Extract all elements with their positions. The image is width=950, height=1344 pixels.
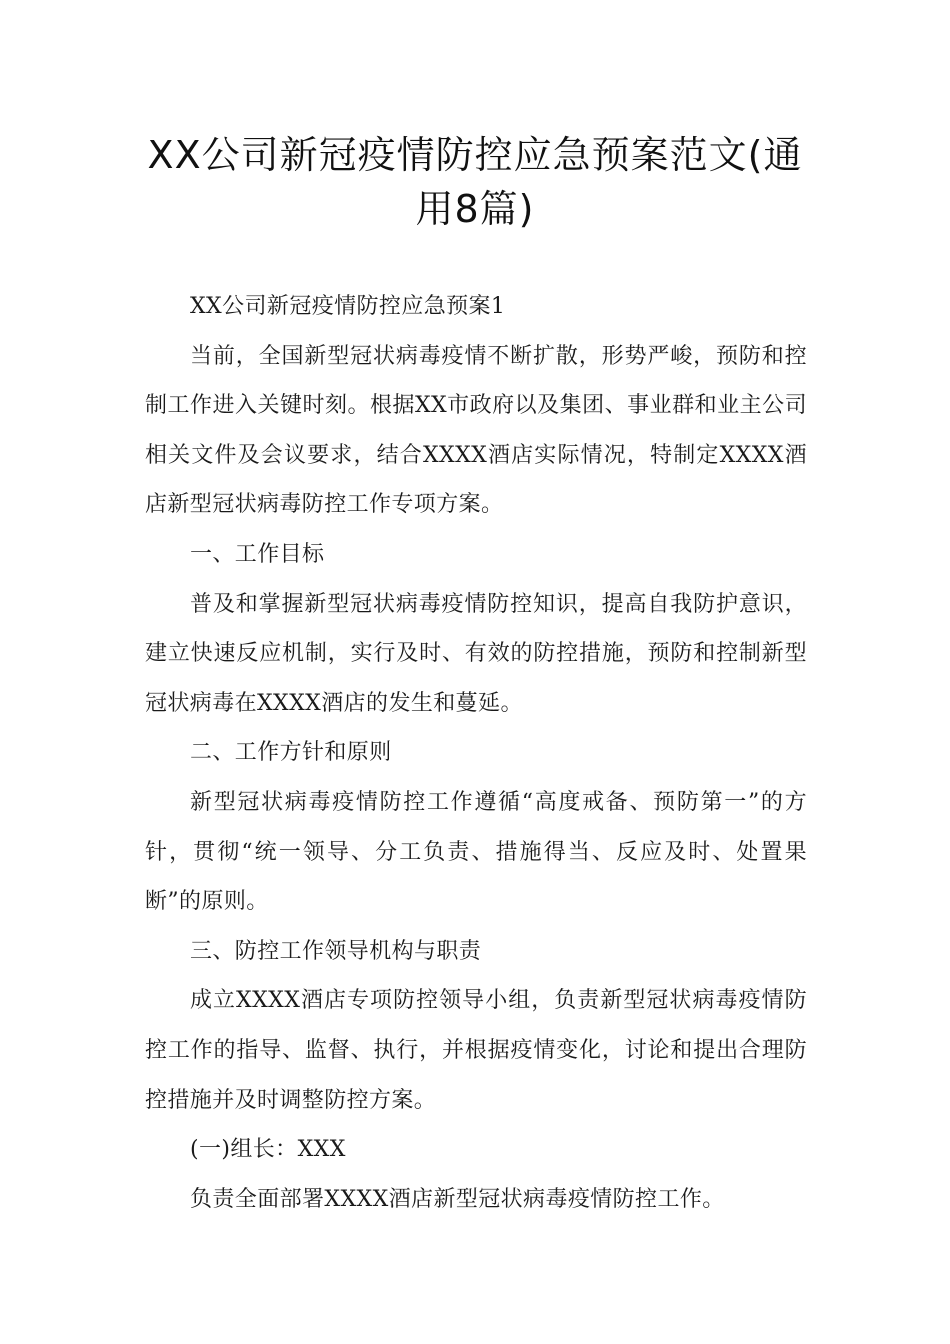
section-heading: 二、工作方针和原则 xyxy=(190,740,392,766)
section-heading: 三、防控工作领导机构与职责 xyxy=(190,938,482,964)
paragraph: 负责全面部署XXXX酒店新型冠状病毒疫情防控工作。 xyxy=(190,1186,725,1212)
paragraph: 成立XXXX酒店专项防控领导小组，负责新型冠状病毒疫情防控工作的指导、监督、执行，并根据疫情变化，讨论和提出合理防控措施并及时调整防控方案。 xyxy=(145,988,807,1113)
paragraph: 普及和掌握新型冠状病毒疫情防控知识，提高自我防护意识，建立快速反应机制，实行及时、有效的防控措施，预防和控制新型冠状病毒在XXXX酒店的发生和蔓延。 xyxy=(145,591,807,716)
document-title: XX公司新冠疫情防控应急预案范文(通用8篇) xyxy=(147,133,803,231)
subsection-heading: (一)组长：XXX xyxy=(190,1137,346,1163)
paragraph: 当前，全国新型冠状病毒疫情不断扩散，形势严峻，预防和控制工作进入关键时刻。根据XX市政府以及集团、事业群和业主公司相关文件及会议要求，结合XXXX酒店实际情况，特制定XXXX酒店新型冠状病毒防控工作专项方案。 xyxy=(145,343,807,518)
section-heading: XX公司新冠疫情防控应急预案1 xyxy=(190,294,506,319)
document-body xyxy=(145,282,807,1224)
section-heading: 一、工作目标 xyxy=(190,541,325,567)
paragraph: 新型冠状病毒疫情防控工作遵循“高度戒备、预防第一”的方针，贯彻“统一领导、分工负责、措施得当、反应及时、处置果断”的原则。 xyxy=(145,789,807,915)
